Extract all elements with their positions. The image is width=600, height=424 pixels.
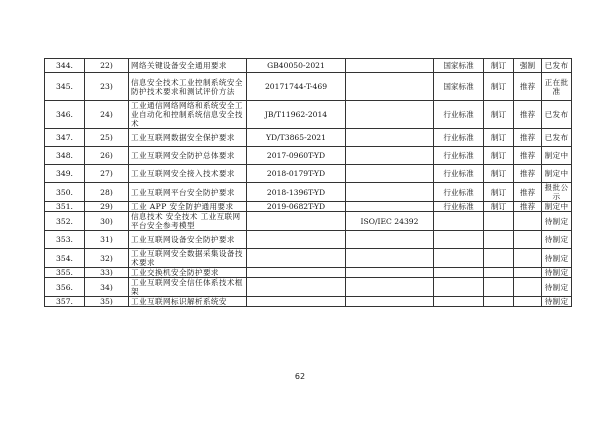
standard-code-cell: 2018-0179T-YD [247,165,346,183]
mandatory-type-cell: 推荐 [514,147,542,165]
work-type-cell: 制订 [484,147,514,165]
status-cell: 制定中 [542,147,572,165]
table-row [45,231,572,249]
table-row [45,165,572,183]
standard-category-cell [434,249,484,268]
standard-code-cell [247,278,346,297]
standard-code-cell: 2019-0682T-YD [247,202,346,212]
standard-category-cell: 行业标准 [434,147,484,165]
mandatory-type-cell [514,212,542,231]
mandatory-type-cell [514,268,542,278]
sub-number-cell: 29) [85,202,129,212]
mandatory-type-cell: 推荐 [514,165,542,183]
work-type-cell [484,212,514,231]
standard-name-cell: 信息安全技术工业控制系统安全防护技术要求和测试评价方法 [129,73,247,101]
standard-code-cell [247,268,346,278]
standard-name-cell: 信息技术 安全技术 工业互联网平台安全参考模型 [129,212,247,231]
page-number: 62 [294,372,306,381]
standard-name-cell: 工业通信网络网络和系统安全工业自动化和控制系统信息安全技术 [129,101,247,129]
mandatory-type-cell [514,231,542,249]
work-type-cell [484,249,514,268]
international-standard-cell [346,129,434,147]
sub-number-cell: 27) [85,165,129,183]
work-type-cell: 制订 [484,73,514,101]
international-standard-cell: ISO/IEC 24392 [346,212,434,231]
status-cell: 制定中 [542,165,572,183]
standard-code-cell [247,231,346,249]
standard-name-cell: 工业互联网数据安全保护要求 [129,129,247,147]
row-number-cell: 351. [45,202,85,212]
table-row [45,129,572,147]
mandatory-type-cell [514,297,542,307]
standard-name-cell: 工业互联网标识解析系统安 [129,297,247,307]
international-standard-cell [346,278,434,297]
mandatory-type-cell: 强制 [514,59,542,73]
status-cell: 待制定 [542,268,572,278]
work-type-cell: 制订 [484,165,514,183]
sub-number-cell: 30) [85,212,129,231]
status-cell: 待制定 [542,249,572,268]
international-standard-cell [346,183,434,202]
table-row [45,183,572,202]
work-type-cell: 制订 [484,129,514,147]
standard-code-cell: 2017-0960T-YD [247,147,346,165]
row-number-cell: 354. [45,249,85,268]
mandatory-type-cell: 推荐 [514,202,542,212]
work-type-cell: 制订 [484,101,514,129]
work-type-cell: 制订 [484,59,514,73]
standard-category-cell [434,268,484,278]
mandatory-type-cell [514,278,542,297]
international-standard-cell [346,268,434,278]
table-row [45,202,572,212]
table-row [45,101,572,129]
standard-category-cell: 行业标准 [434,101,484,129]
table-row [45,212,572,231]
row-number-cell: 344. [45,59,85,73]
mandatory-type-cell [514,249,542,268]
international-standard-cell [346,147,434,165]
sub-number-cell: 32) [85,249,129,268]
row-number-cell: 353. [45,231,85,249]
international-standard-cell [346,73,434,101]
status-cell: 制定中 [542,202,572,212]
row-number-cell: 357. [45,297,85,307]
table-row [45,268,572,278]
row-number-cell: 356. [45,278,85,297]
standard-code-cell: JB/T11962-2014 [247,101,346,129]
table-row [45,147,572,165]
standard-category-cell [434,278,484,297]
work-type-cell [484,231,514,249]
table-body [45,59,572,307]
sub-number-cell: 22) [85,59,129,73]
sub-number-cell: 28) [85,183,129,202]
standard-category-cell: 行业标准 [434,129,484,147]
table-row [45,59,572,73]
status-cell: 已发布 [542,59,572,73]
sub-number-cell: 24) [85,101,129,129]
international-standard-cell [346,59,434,73]
standard-name-cell: 工业交换机安全防护要求 [129,268,247,278]
status-cell: 正在批准 [542,73,572,101]
standard-code-cell [247,212,346,231]
work-type-cell [484,297,514,307]
standard-category-cell [434,212,484,231]
standard-name-cell: 网络关键设备安全通用要求 [129,59,247,73]
table-row [45,73,572,101]
standard-category-cell: 国家标准 [434,59,484,73]
standard-category-cell [434,231,484,249]
standard-category-cell: 行业标准 [434,183,484,202]
standard-code-cell: YD/T3865-2021 [247,129,346,147]
row-number-cell: 352. [45,212,85,231]
standard-category-cell: 行业标准 [434,165,484,183]
work-type-cell: 制订 [484,183,514,202]
standards-table [44,58,572,307]
row-number-cell: 350. [45,183,85,202]
sub-number-cell: 33) [85,268,129,278]
mandatory-type-cell: 推荐 [514,129,542,147]
standard-name-cell: 工业互联网安全防护总体要求 [129,147,247,165]
standard-code-cell: GB40050-2021 [247,59,346,73]
international-standard-cell [346,165,434,183]
row-number-cell: 347. [45,129,85,147]
row-number-cell: 346. [45,101,85,129]
international-standard-cell [346,297,434,307]
table-row [45,297,572,307]
standard-name-cell: 工业互联网安全接入技术要求 [129,165,247,183]
sub-number-cell: 25) [85,129,129,147]
standard-name-cell: 工业互联网设备安全防护要求 [129,231,247,249]
standard-category-cell [434,297,484,307]
status-cell: 待制定 [542,278,572,297]
sub-number-cell: 34) [85,278,129,297]
row-number-cell: 349. [45,165,85,183]
sub-number-cell: 26) [85,147,129,165]
work-type-cell [484,268,514,278]
standard-name-cell: 工业互联网平台安全防护要求 [129,183,247,202]
standard-code-cell [247,249,346,268]
standard-name-cell: 工业互联网安全信任体系技术框架 [129,278,247,297]
international-standard-cell [346,249,434,268]
row-number-cell: 355. [45,268,85,278]
status-cell: 待制定 [542,297,572,307]
table-row [45,278,572,297]
status-cell: 待制定 [542,231,572,249]
standard-code-cell: 20171744-T-469 [247,73,346,101]
standard-category-cell: 国家标准 [434,73,484,101]
status-cell: 已发布 [542,101,572,129]
international-standard-cell [346,202,434,212]
mandatory-type-cell: 推荐 [514,73,542,101]
work-type-cell [484,278,514,297]
mandatory-type-cell: 推荐 [514,183,542,202]
standard-code-cell: 2018-1396T-YD [247,183,346,202]
international-standard-cell [346,231,434,249]
row-number-cell: 348. [45,147,85,165]
status-cell: 待制定 [542,212,572,231]
status-cell: 报批公示 [542,183,572,202]
standard-category-cell: 行业标准 [434,202,484,212]
status-cell: 已发布 [542,129,572,147]
sub-number-cell: 31) [85,231,129,249]
work-type-cell: 制订 [484,202,514,212]
international-standard-cell [346,101,434,129]
standard-name-cell: 工业 APP 安全防护通用要求 [129,202,247,212]
row-number-cell: 345. [45,73,85,101]
standard-name-cell: 工业互联网安全数据采集设备技术要求 [129,249,247,268]
standard-code-cell [247,297,346,307]
mandatory-type-cell: 推荐 [514,101,542,129]
sub-number-cell: 23) [85,73,129,101]
table-row [45,249,572,268]
sub-number-cell: 35) [85,297,129,307]
